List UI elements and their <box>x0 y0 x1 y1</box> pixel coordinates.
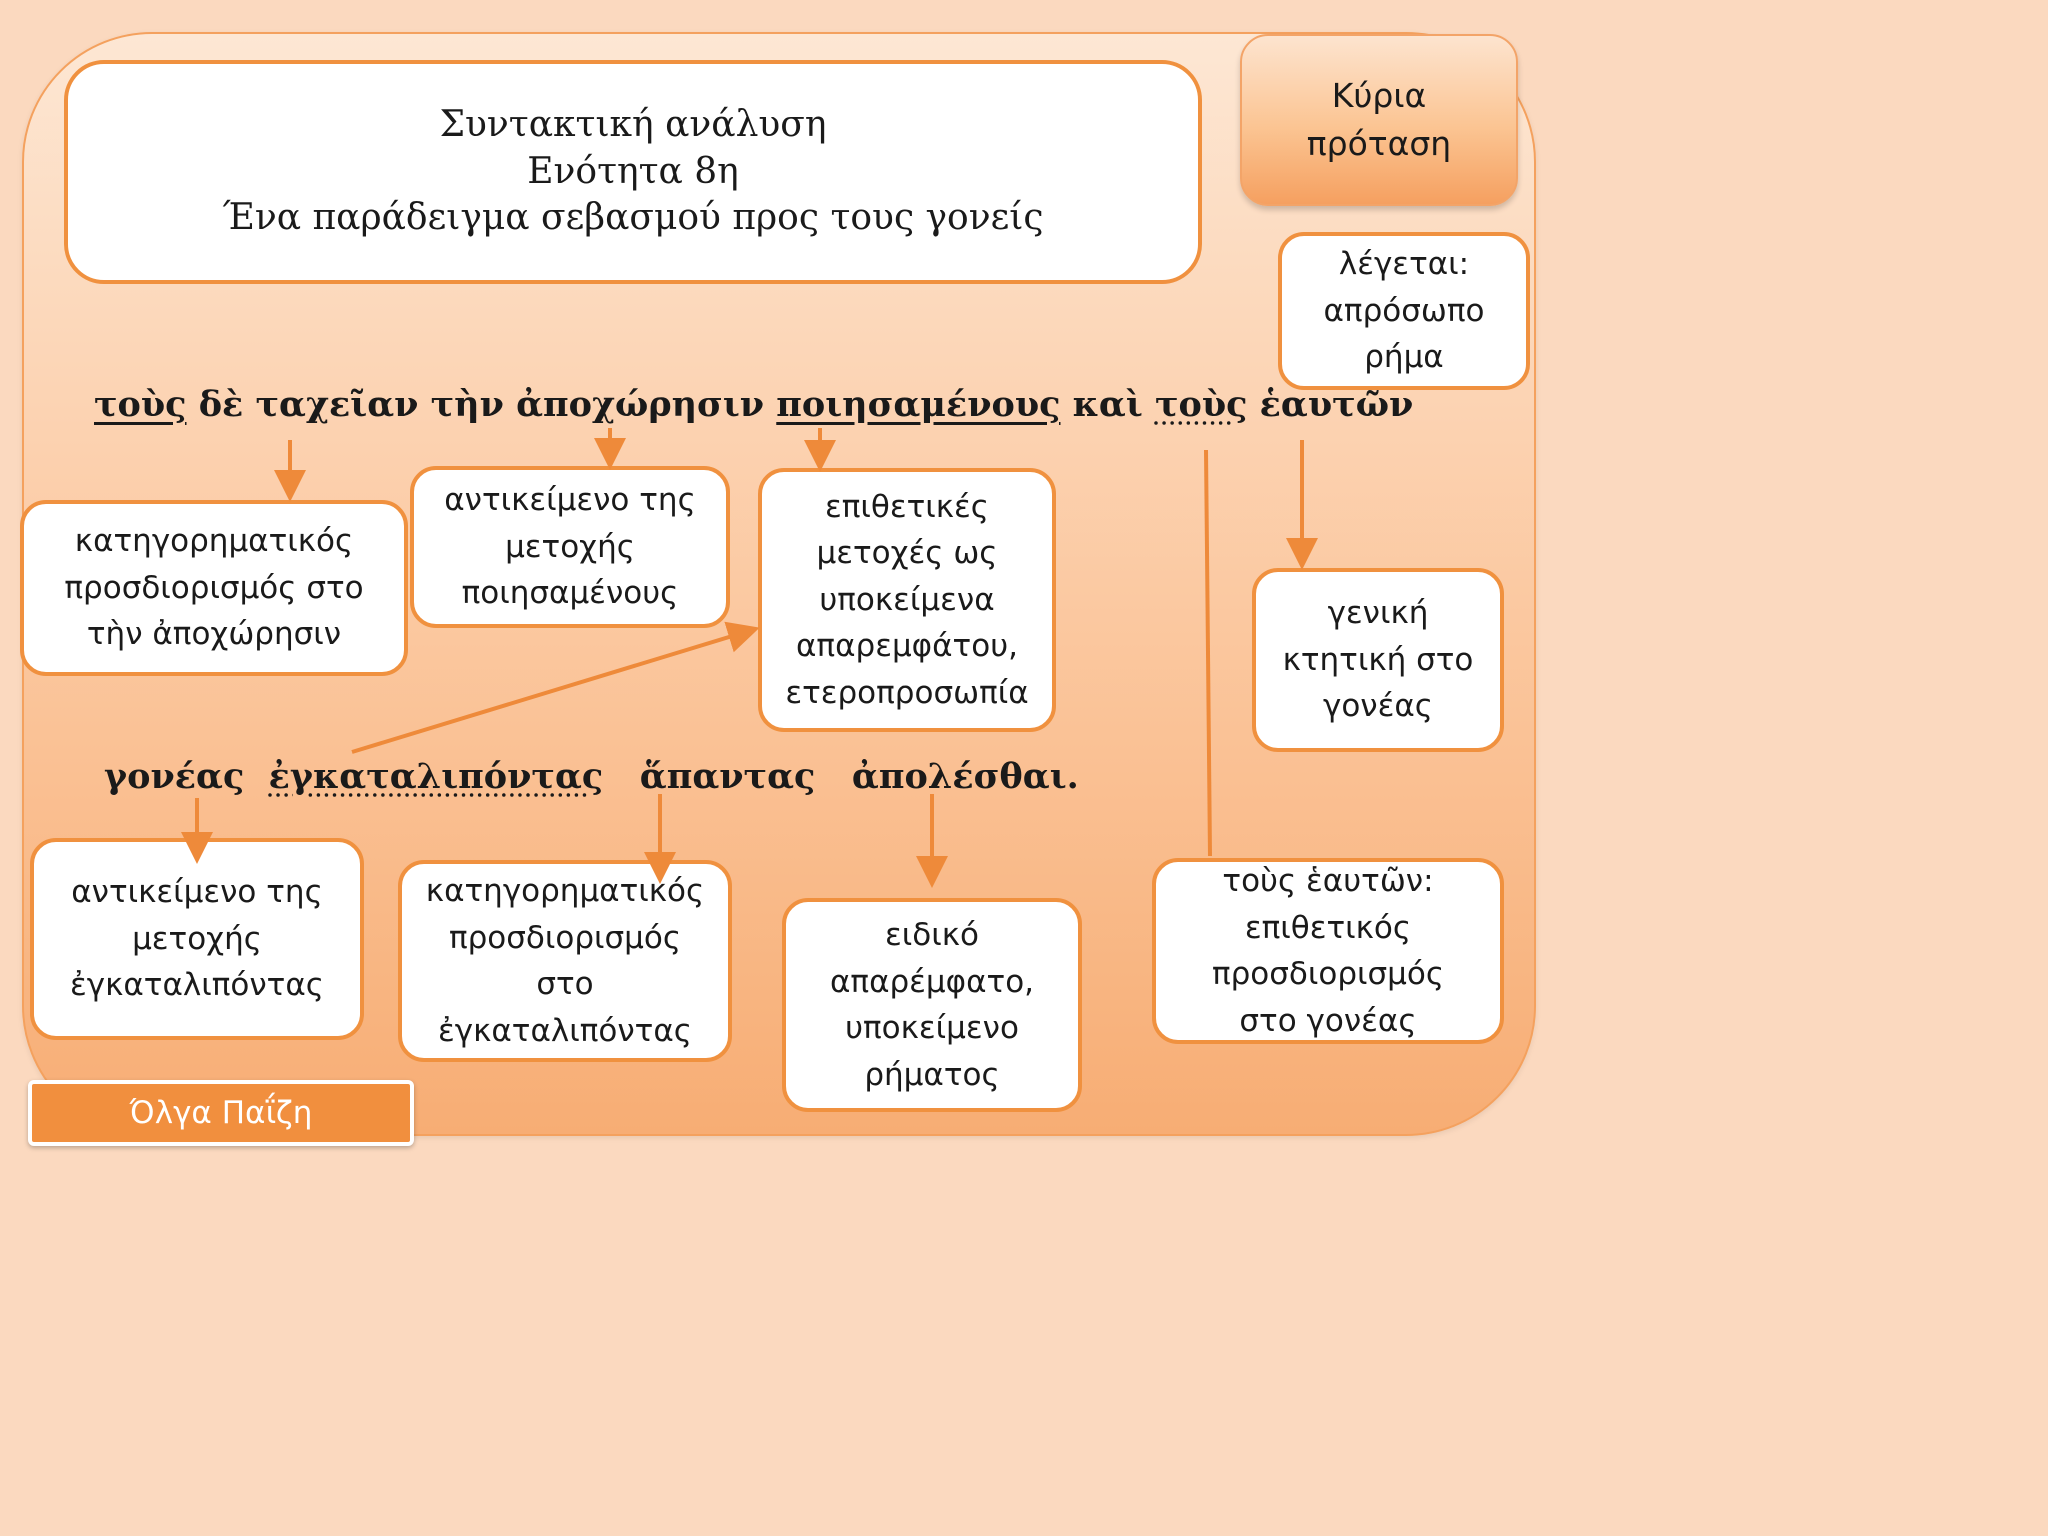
kat-pros-egkatalipontas-box: κατηγορηματικός προσδιορισμός στο ἐγκαταλιπόντας <box>398 860 732 1062</box>
line-tous-eauton-to-box <box>1206 450 1210 856</box>
author-label: Όλγα Παΐζη <box>28 1080 414 1146</box>
kat-pros-apoxorisin-box: κατηγορηματικός προσδιορισμός στο τὴν ἀποχώρησιν <box>20 500 408 676</box>
title-line-2: Ενότητα 8η <box>527 150 739 192</box>
word-poiisamenous: ποιησαμένους <box>776 384 1061 425</box>
word-tous-1: τοὺς <box>94 384 187 425</box>
word-kai: καὶ <box>1072 384 1143 425</box>
word-goneas: γονέας <box>104 756 245 797</box>
eidiko-aparemfato-box: ειδικό απαρέμφατο, υποκείμενο ρήματος <box>782 898 1082 1112</box>
main-clause-label: Κύρια πρόταση <box>1240 34 1518 206</box>
word-apantas: ἅπαντας <box>639 756 816 797</box>
epithetikes-metoches-box: επιθετικές μετοχές ως υποκείμενα απαρεμφάτου, ετεροπροσωπία <box>758 468 1056 732</box>
words-de-taxeian-apoxorisin: δὲ ταχεῖαν τὴν ἀποχώρησιν <box>198 384 765 425</box>
antikeimeno-egkatalipontas-box: αντικείμενο της μετοχής ἐγκαταλιπόντας <box>30 838 364 1040</box>
word-apolesthai: ἀπολέσθαι. <box>851 756 1079 797</box>
arrow-egkatalipontas-to-epithetikes <box>352 630 752 752</box>
word-egkatalipontas: ἐγκαταλιπόντας <box>268 756 604 797</box>
word-tous-2: τοὺς <box>1154 384 1248 425</box>
antikeimeno-poiisamenous-box: αντικείμενο της μετοχής ποιησαμένους <box>410 466 730 628</box>
title-line-1: Συντακτική ανάλυση <box>439 103 827 145</box>
title-line-3: Ένα παράδειγμα σεβασμού προς τους γονείς <box>222 197 1044 239</box>
geniki-ktitiki-box: γενική κτητική στο γονέας <box>1252 568 1504 752</box>
word-eauton: ἑαυτῶν <box>1259 384 1414 425</box>
legetai-box: λέγεται: απρόσωπο ρήμα <box>1278 232 1530 390</box>
epithetikos-prosdiorismos-box: τοὺς ἑαυτῶν: επιθετικός προσδιορισμός στο γονέας <box>1152 858 1504 1044</box>
